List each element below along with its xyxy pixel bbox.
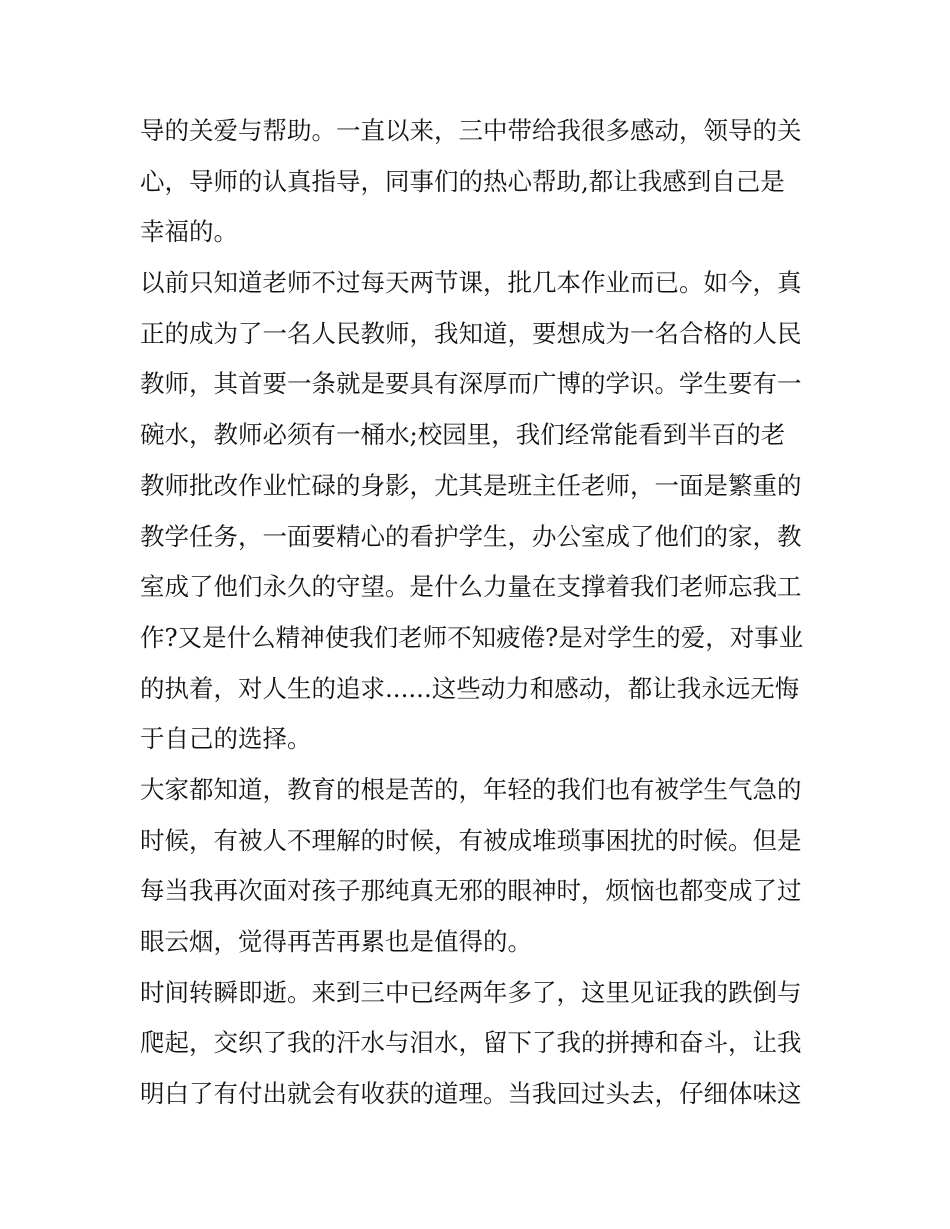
text-line: 以前只知道老师不过每天两节课，批几本作业而已。如今，真 [140,268,802,298]
text-line: 正的成为了一名人民教师，我知道，要想成为一名合格的人民 [140,318,802,348]
text-line: 幸福的。 [140,217,238,247]
text-line: 作?又是什么精神使我们老师不知疲倦?是对学生的爱，对事业 [140,622,804,652]
text-line: 室成了他们永久的守望。是什么力量在支撑着我们老师忘我工 [140,572,802,602]
text-line: 时候，有被人不理解的时候，有被成堆琐事困扰的时候。但是 [140,825,802,855]
text-line: 每当我再次面对孩子那纯真无邪的眼神时，烦恼也都变成了过 [140,876,802,906]
text-line: 于自己的选择。 [140,724,312,754]
text-line: 明白了有付出就会有收获的道理。当我回过头去，仔细体味这 [140,1079,802,1109]
text-line: 爬起，交织了我的汗水与泪水，留下了我的拼搏和奋斗，让我 [140,1028,802,1058]
text-line: 教学任务，一面要精心的看护学生，办公室成了他们的家，教 [140,521,802,551]
text-line: 教师批改作业忙碌的身影，尤其是班主任老师，一面是繁重的 [140,470,802,500]
text-line: 眼云烟，觉得再苦再累也是值得的。 [140,927,532,956]
text-line: 心，导师的认真指导，同事们的热心帮助,都让我感到自己是 [140,166,785,196]
text-line: 时间转瞬即逝。来到三中已经两年多了，这里见证我的跌倒与 [140,977,802,1007]
text-line: 的执着，对人生的追求......这些动力和感动，都让我永远无悔 [140,673,800,703]
text-line: 大家都知道，教育的根是苦的，年轻的我们也有被学生气急的 [140,774,802,804]
text-line: 碗水，教师必须有一桶水;校园里，我们经常能看到半百的老 [140,420,786,450]
text-line: 教师，其首要一条就是要具有深厚而广博的学识。学生要有一 [140,369,802,399]
document-body [140,106,820,1120]
text-line: 导的关爱与帮助。一直以来，三中带给我很多感动，领导的关 [140,116,802,145]
